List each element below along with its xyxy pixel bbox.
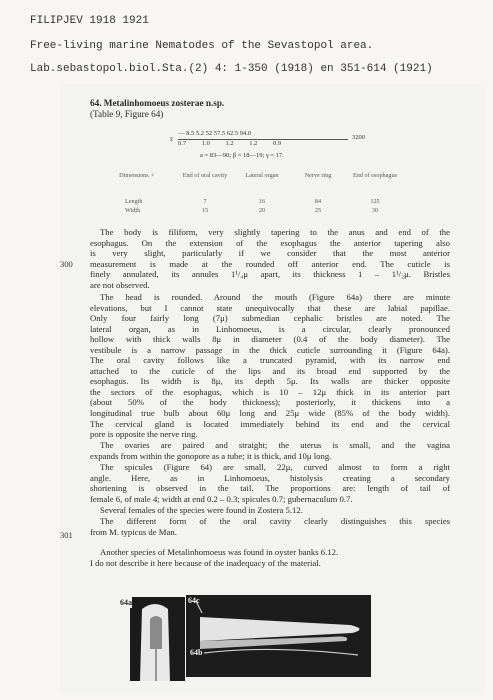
scanned-page	[60, 84, 485, 694]
figure-label-64c: 64c	[188, 596, 200, 605]
paragraph-body: The body is filiform, very slightly tapering to the anus and end of the esophagus. On the extension of the esophagus the anterior tapering also is very slight, particularly if we consider that the most anterior measurement is made at the rounded off anterior end. The cuticle is finely annulated, its annules 1¹/₄μ apart, its thickness 1 – 1¹/₂μ. Bristles are not observed.	[90, 227, 450, 290]
table-header: End of oral cavity	[182, 172, 228, 179]
table-header: Nerve ring	[304, 172, 332, 179]
table-header: Dimensions ♀	[119, 172, 155, 179]
table-cell: 16	[258, 198, 266, 205]
figure-label-64b: 64b	[190, 648, 203, 657]
table-cell: 125	[370, 198, 380, 205]
page-number-301: 301	[60, 530, 73, 540]
formula-ratios: a = 83—90; β = 18—19; γ = 17.	[200, 152, 284, 159]
table-cell: 20	[258, 207, 266, 214]
figure-64	[120, 589, 380, 684]
table-header: End of esophagus	[353, 172, 397, 179]
paragraph-ovaries: The ovaries are paired and straight; the uterus is small, and the vagina expands from within the gonopore as a tube; it is thick, and 10μ long.	[90, 440, 450, 461]
figure-label-64a: 64a	[120, 598, 132, 607]
paragraph-head: The head is rounded. Around the mouth (Figure 64a) there are minute elevations, but I cannot state unequivocally that these are labial papillae. Only four fairly long (7μ) submedian cephalic bristles are noted. The lateral organ, as in Linhomoeus, is a circular, clearly pronounced hollow with thick walls 8μ in diameter (0.4 of the body diameter). The vestibule is a narrow passage in the thick cuticle surrounding it (Figure 64a). The oral cavity follows like a truncated pyramid, with its narrow end attached to the cuticle of the lips and its broad end supported by the esophagus. Its width is 8μ, its depth 5μ. Its walls are thicker opposite the sectors of the esophagus, which is 10 – 12μ thick in its anterior part (about 50% of the body thickness); posteriorly, it thickens into a longitudinal true bulb about 60μ long and 25μ wide (85% of the body width). The cervical gland is located immediately behind its end and the cervical pore is opposite the nerve ring.	[90, 292, 450, 440]
table-cell: 84	[314, 198, 322, 205]
paragraph-occurrence: Several females of the species were found in Zostera 5.12.	[100, 505, 303, 515]
citation-line-1: FILIPJEV 1918 1921	[30, 15, 149, 27]
page-number-300: 300	[60, 259, 73, 269]
table-cell: 7	[203, 198, 207, 205]
formula-sex-symbol: ♀	[168, 134, 175, 144]
paragraph-differentiation: The different form of the oral cavity clearly distinguishes this species from M. typicus de Man.	[90, 516, 450, 537]
paragraph-other-species: Another species of Metalinhomoeus was found in oyster banks 6.12. I do not describe it here because of the inadequacy of the material.	[90, 547, 339, 568]
paragraph-spicules: The spicules (Figure 64) are small, 22μ, curved almost to form a right angle. Here, as in Linhomoeus, histolysis creating a secondary shortening is observed in the tail. The proportions are: length of tail of female 6, of male 4; width at end 0.2 – 0.3; spicules 0.7; gubernaculum 0.7.	[90, 462, 450, 504]
table-row-label: Width	[125, 207, 141, 214]
table-cell: 25	[314, 207, 322, 214]
table-header: Lateral organ	[245, 172, 279, 179]
formula-total: 3200	[352, 134, 365, 141]
citation-line-2: Free-living marine Nematodes of the Sevastopol area.	[30, 40, 374, 52]
table-cell: 30	[371, 207, 379, 214]
citation-line-3: Lab.sebastopol.biol.Sta.(2) 4: 1-350 (1918) en 351-614 (1921)	[30, 63, 433, 75]
table-row-label: Length	[125, 198, 143, 205]
species-heading: 64. Metalinhomoeus zosterae n.sp.	[90, 98, 225, 108]
formula-bottom-values: 0.7 1.0 1.2 1.2 0.9	[178, 140, 282, 147]
figure-64-drawing	[120, 589, 380, 684]
formula-top-values: — 8.5 5.2 52 57.5 62.5 94.0	[178, 130, 252, 137]
species-reference: (Table 9, Figure 64)	[90, 109, 164, 119]
table-cell: 15	[201, 207, 209, 214]
